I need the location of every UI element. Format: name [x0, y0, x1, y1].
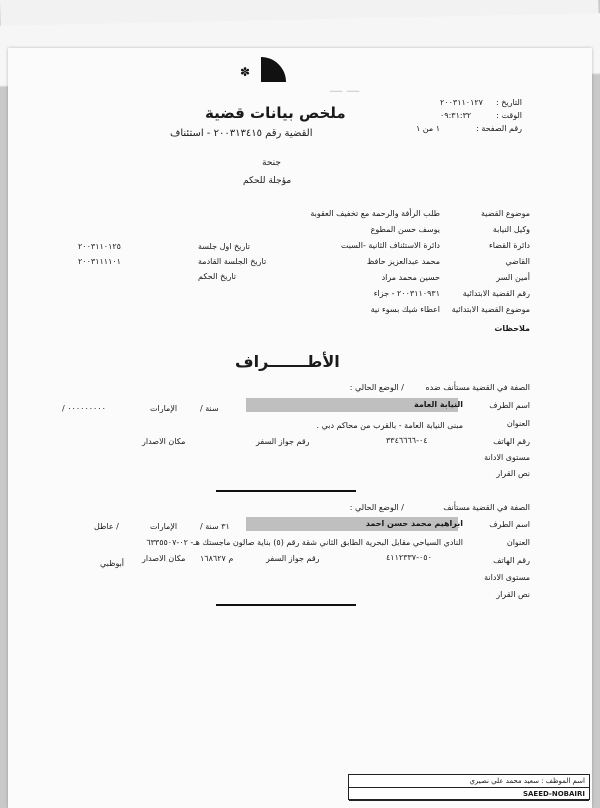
value-court-circuit: دائرة الاستئناف الثانية -السبت — [340, 241, 440, 250]
date-value: ٢٠٠٣١١٠١٢٧ — [440, 98, 483, 107]
party1-status-label: / الوضع الحالي : — [349, 383, 404, 392]
page-title: ملخص بيانات قضية — [205, 104, 346, 122]
party1-level-label: مستوى الادانة — [484, 453, 530, 462]
party2-phone-label: رقم الهاتف — [493, 556, 530, 565]
party2-job-value: / عاطل — [94, 522, 119, 531]
value-secretary: حسين محمد مراد — [381, 273, 440, 282]
value-judge: محمد عبدالعزيز حافظ — [366, 257, 440, 266]
value-first-session: ٢٠٠٣١١٠١٢٥ — [78, 242, 121, 251]
emblem-logo: ✽ — [236, 57, 286, 82]
party2-address-value: النادي السياحي مقابل البحرية الطابق الثاني شقة رقم (٥) بناية صالون ماجستك هـ- ٠٢-٦٣٣٥٥٠٧ — [146, 538, 463, 547]
case-status: مؤجلة للحكم — [243, 176, 292, 186]
value-primary-case-subject: اعطاء شيك بسوء نية — [370, 305, 440, 314]
label-prosecutor: وكيل النيابة — [492, 225, 530, 234]
party2-passport-value: م ١٦٨٦٢٧ — [200, 554, 234, 563]
document-sheet — [8, 48, 592, 808]
party2-status-label: / الوضع الحالي : — [349, 503, 404, 512]
time-value: ٠٩:٣١:٣٢ — [440, 111, 472, 120]
party2-role-value: مستأنف — [443, 503, 470, 512]
party1-age-unit: سنة / — [200, 404, 219, 413]
label-judge: القاضي — [505, 257, 530, 266]
party1-name-label: اسم الطرف — [489, 401, 530, 410]
party2-issue-place-value: أبوظبي — [100, 559, 125, 568]
party1-role-value: مستأنف ضده — [425, 383, 470, 392]
case-number-line: القضية رقم ٢٠٠٣١٣٤١٥ - استئناف — [170, 128, 313, 139]
value-case-subject: طلب الرأفة والرحمة مع تخفيف العقوبة — [310, 209, 440, 218]
party1-verdict-label: نص القرار — [496, 469, 530, 478]
footer-employee-name: اسم الموظف : سعيد محمد علي نصيري — [349, 775, 589, 788]
value-primary-case-number: ٢٠٠٣١١٠٩٣١ - جزاء — [373, 289, 440, 298]
party2-issue-place-label: مكان الاصدار — [142, 554, 186, 563]
label-notes: ملاحظات — [494, 324, 530, 333]
page-value: ١ من ١ — [415, 124, 440, 133]
label-case-subject: موضوع القضية — [480, 209, 530, 218]
party1-passport-label: رقم جواز السفر — [256, 437, 310, 446]
date-label: التاريخ : — [495, 98, 522, 107]
party1-id-value: / ٠٠٠٠٠٠٠٠٠ — [62, 404, 106, 413]
party1-issue-place-label: مكان الاصدار — [142, 437, 186, 446]
party2-passport-label: رقم جواز السفر — [266, 554, 320, 563]
label-secretary: أمين السر — [496, 273, 530, 282]
party2-verdict-label: نص القرار — [496, 590, 530, 599]
party1-address-value: مبنى النيابة العامة - بالقرب من محاكم دبي . — [316, 421, 463, 430]
case-category: جنحة — [262, 158, 281, 168]
separator-line-2 — [216, 604, 356, 606]
party2-name-label: اسم الطرف — [489, 520, 530, 529]
party2-age-unit: ٣١ سنة / — [200, 522, 230, 531]
party1-role-label: الصفة في القضية — [472, 383, 530, 392]
party2-name-value: ابراهيم محمد حسن احمد — [365, 519, 463, 528]
page-label: رقم الصفحة : — [476, 124, 522, 133]
label-court-circuit: دائرة القضاء — [488, 241, 530, 250]
parties-title: الأطـــــــراف — [235, 352, 340, 371]
party2-address-label: العنوان — [506, 538, 530, 547]
value-next-session: ٢٠٠٣١١١١٠١ — [78, 257, 121, 266]
footer-employee-box — [348, 774, 590, 800]
party2-role-label: الصفة في القضية — [472, 503, 530, 512]
party2-level-label: مستوى الادانة — [484, 573, 530, 582]
value-prosecutor: يوسف حسن المطوع — [370, 225, 440, 234]
label-first-session: تاريخ اول جلسة — [198, 242, 250, 251]
time-label: الوقت : — [496, 111, 522, 120]
footer-employee-code: SAEED-NOBAIRI — [349, 788, 589, 801]
label-primary-case-subject: موضوع القضية الابتدائية — [451, 305, 530, 314]
label-primary-case-number: رقم القضية الابتدائية — [462, 289, 530, 298]
party1-nationality: الإمارات — [150, 404, 178, 413]
separator-line-1 — [216, 490, 356, 492]
bleed-through: ـــ ـــ — [330, 80, 360, 96]
label-next-session: تاريخ الجلسة القادمة — [198, 257, 267, 266]
label-verdict-date: تاريخ الحكم — [198, 272, 237, 281]
party1-phone-value: ٠٤-٣٣٤٦٦٦٦ — [386, 436, 428, 445]
party1-address-label: العنوان — [506, 419, 530, 428]
party2-nationality: الإمارات — [150, 522, 178, 531]
party1-name-value: النيابة العامة — [414, 400, 463, 409]
party2-phone-value: ٠٥٠-٤١١٢٣٣٧ — [386, 553, 432, 562]
party1-phone-label: رقم الهاتف — [493, 437, 530, 446]
